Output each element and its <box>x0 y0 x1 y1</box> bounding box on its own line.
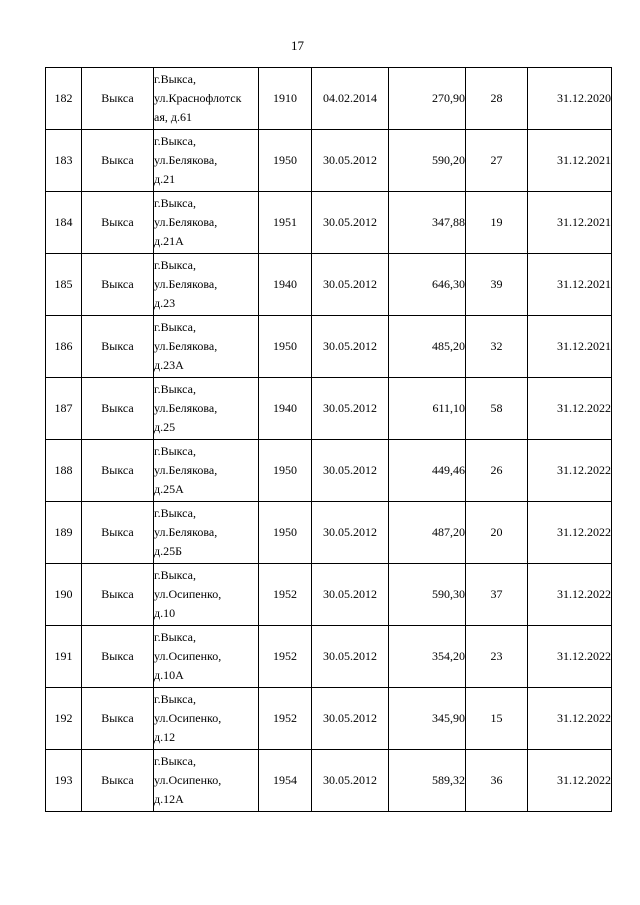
address-line: г.Выкса, <box>154 568 196 582</box>
area-cell: 485,20 <box>389 316 466 378</box>
row-number-cell: 184 <box>46 192 82 254</box>
address-line: ул.Краснофлотск <box>154 91 242 105</box>
date-cell: 04.02.2014 <box>312 68 389 130</box>
table-row <box>46 254 612 316</box>
build-year-cell: 1954 <box>259 750 312 812</box>
table-row <box>46 688 612 750</box>
address-cell <box>154 378 259 440</box>
address-cell <box>154 626 259 688</box>
settlement-cell: Выкса <box>82 316 154 378</box>
row-number-cell: 185 <box>46 254 82 316</box>
address-line: д.25Б <box>154 544 182 558</box>
deadline-cell: 31.12.2021 <box>528 254 612 316</box>
address-line: г.Выкса, <box>154 320 196 334</box>
address-line: д.10 <box>154 606 176 620</box>
address-line: ул.Белякова, <box>154 277 218 291</box>
count-cell: 27 <box>466 130 528 192</box>
count-cell: 37 <box>466 564 528 626</box>
address-line: г.Выкса, <box>154 506 196 520</box>
settlement-cell: Выкса <box>82 440 154 502</box>
date-cell: 30.05.2012 <box>312 440 389 502</box>
address-line: д.12 <box>154 730 176 744</box>
build-year-cell: 1952 <box>259 626 312 688</box>
deadline-cell: 31.12.2022 <box>528 378 612 440</box>
address-cell <box>154 192 259 254</box>
table-row <box>46 192 612 254</box>
area-cell: 345,90 <box>389 688 466 750</box>
area-cell: 449,46 <box>389 440 466 502</box>
address-line: г.Выкса, <box>154 630 196 644</box>
count-cell: 23 <box>466 626 528 688</box>
table-row <box>46 130 612 192</box>
settlement-cell: Выкса <box>82 68 154 130</box>
address-cell <box>154 564 259 626</box>
settlement-cell: Выкса <box>82 502 154 564</box>
build-year-cell: 1950 <box>259 316 312 378</box>
address-line: д.25А <box>154 482 184 496</box>
address-line: ул.Белякова, <box>154 463 218 477</box>
row-number-cell: 193 <box>46 750 82 812</box>
area-cell: 590,30 <box>389 564 466 626</box>
settlement-cell: Выкса <box>82 192 154 254</box>
address-line: ул.Белякова, <box>154 525 218 539</box>
address-line: ул.Белякова, <box>154 401 218 415</box>
area-cell: 347,88 <box>389 192 466 254</box>
deadline-cell: 31.12.2022 <box>528 626 612 688</box>
address-cell <box>154 440 259 502</box>
deadline-cell: 31.12.2022 <box>528 750 612 812</box>
table-row <box>46 378 612 440</box>
address-line: г.Выкса, <box>154 258 196 272</box>
address-line: ул.Белякова, <box>154 339 218 353</box>
area-cell: 611,10 <box>389 378 466 440</box>
address-line: г.Выкса, <box>154 72 196 86</box>
address-line: ул.Белякова, <box>154 215 218 229</box>
address-cell <box>154 688 259 750</box>
settlement-cell: Выкса <box>82 564 154 626</box>
deadline-cell: 31.12.2021 <box>528 192 612 254</box>
table-row <box>46 68 612 130</box>
count-cell: 39 <box>466 254 528 316</box>
count-cell: 20 <box>466 502 528 564</box>
row-number-cell: 186 <box>46 316 82 378</box>
table-row <box>46 440 612 502</box>
address-cell <box>154 254 259 316</box>
build-year-cell: 1940 <box>259 378 312 440</box>
row-number-cell: 182 <box>46 68 82 130</box>
count-cell: 32 <box>466 316 528 378</box>
address-line: ул.Осипенко, <box>154 711 222 725</box>
row-number-cell: 183 <box>46 130 82 192</box>
area-cell: 354,20 <box>389 626 466 688</box>
build-year-cell: 1910 <box>259 68 312 130</box>
date-cell: 30.05.2012 <box>312 626 389 688</box>
settlement-cell: Выкса <box>82 130 154 192</box>
row-number-cell: 187 <box>46 378 82 440</box>
deadline-cell: 31.12.2022 <box>528 502 612 564</box>
date-cell: 30.05.2012 <box>312 502 389 564</box>
table-row <box>46 750 612 812</box>
row-number-cell: 188 <box>46 440 82 502</box>
address-line: г.Выкса, <box>154 444 196 458</box>
registry-table <box>45 67 612 812</box>
address-line: ая, д.61 <box>154 110 192 124</box>
address-line: ул.Белякова, <box>154 153 218 167</box>
date-cell: 30.05.2012 <box>312 688 389 750</box>
address-line: д.12А <box>154 792 184 806</box>
address-cell <box>154 316 259 378</box>
deadline-cell: 31.12.2021 <box>528 130 612 192</box>
date-cell: 30.05.2012 <box>312 254 389 316</box>
page-number: 17 <box>291 38 304 53</box>
build-year-cell: 1950 <box>259 440 312 502</box>
registry-table-body <box>46 68 612 812</box>
table-row <box>46 564 612 626</box>
date-cell: 30.05.2012 <box>312 130 389 192</box>
table-row <box>46 626 612 688</box>
address-line: д.21 <box>154 172 176 186</box>
area-cell: 590,20 <box>389 130 466 192</box>
build-year-cell: 1950 <box>259 130 312 192</box>
date-cell: 30.05.2012 <box>312 564 389 626</box>
area-cell: 589,32 <box>389 750 466 812</box>
row-number-cell: 189 <box>46 502 82 564</box>
settlement-cell: Выкса <box>82 254 154 316</box>
address-line: г.Выкса, <box>154 196 196 210</box>
address-line: ул.Осипенко, <box>154 587 222 601</box>
count-cell: 26 <box>466 440 528 502</box>
deadline-cell: 31.12.2020 <box>528 68 612 130</box>
build-year-cell: 1951 <box>259 192 312 254</box>
address-line: г.Выкса, <box>154 692 196 706</box>
deadline-cell: 31.12.2021 <box>528 316 612 378</box>
address-line: г.Выкса, <box>154 134 196 148</box>
address-line: д.10А <box>154 668 184 682</box>
address-cell <box>154 68 259 130</box>
row-number-cell: 192 <box>46 688 82 750</box>
address-line: г.Выкса, <box>154 754 196 768</box>
area-cell: 646,30 <box>389 254 466 316</box>
count-cell: 28 <box>466 68 528 130</box>
area-cell: 270,90 <box>389 68 466 130</box>
date-cell: 30.05.2012 <box>312 316 389 378</box>
address-line: д.23 <box>154 296 176 310</box>
settlement-cell: Выкса <box>82 626 154 688</box>
settlement-cell: Выкса <box>82 688 154 750</box>
table-row <box>46 502 612 564</box>
count-cell: 36 <box>466 750 528 812</box>
build-year-cell: 1952 <box>259 564 312 626</box>
address-line: ул.Осипенко, <box>154 649 222 663</box>
build-year-cell: 1940 <box>259 254 312 316</box>
address-line: д.23А <box>154 358 184 372</box>
build-year-cell: 1952 <box>259 688 312 750</box>
deadline-cell: 31.12.2022 <box>528 688 612 750</box>
row-number-cell: 191 <box>46 626 82 688</box>
area-cell: 487,20 <box>389 502 466 564</box>
date-cell: 30.05.2012 <box>312 378 389 440</box>
address-cell <box>154 502 259 564</box>
date-cell: 30.05.2012 <box>312 192 389 254</box>
build-year-cell: 1950 <box>259 502 312 564</box>
count-cell: 19 <box>466 192 528 254</box>
deadline-cell: 31.12.2022 <box>528 564 612 626</box>
address-cell <box>154 750 259 812</box>
address-cell <box>154 130 259 192</box>
address-line: д.21А <box>154 234 184 248</box>
count-cell: 58 <box>466 378 528 440</box>
address-line: г.Выкса, <box>154 382 196 396</box>
settlement-cell: Выкса <box>82 750 154 812</box>
deadline-cell: 31.12.2022 <box>528 440 612 502</box>
address-line: д.25 <box>154 420 176 434</box>
date-cell: 30.05.2012 <box>312 750 389 812</box>
row-number-cell: 190 <box>46 564 82 626</box>
settlement-cell: Выкса <box>82 378 154 440</box>
address-line: ул.Осипенко, <box>154 773 222 787</box>
table-row <box>46 316 612 378</box>
count-cell: 15 <box>466 688 528 750</box>
